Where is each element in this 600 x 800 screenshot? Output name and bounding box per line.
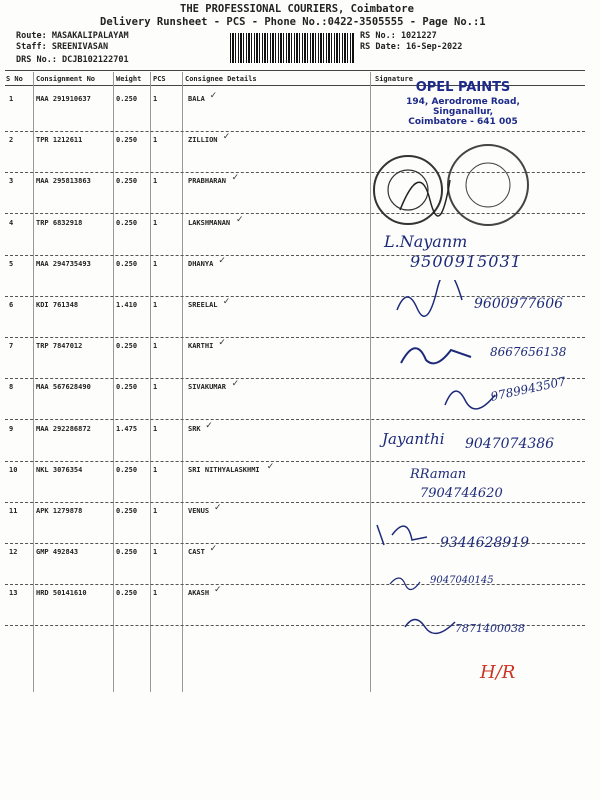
stamp-line2: 194, Aerodrome Road, — [406, 97, 520, 107]
hw-row9-phone: 9047074386 — [465, 436, 555, 452]
runsheet-title: THE PROFESSIONAL COURIERS, Coimbatore — [180, 3, 414, 15]
row-consignee: SRK — [188, 424, 201, 433]
row-consignee: SRI NITHYALASKHMI — [188, 465, 260, 474]
row-pcs: 1 — [153, 465, 158, 474]
row-pcs: 1 — [153, 301, 158, 309]
row-separator — [5, 584, 585, 585]
row-pcs: 1 — [153, 383, 158, 392]
jp-stamp-outer — [374, 156, 442, 224]
check-mark-icon: ✓ — [214, 503, 222, 513]
row-sno: 8 — [9, 383, 14, 392]
row-weight: 0.250 — [116, 95, 138, 103]
row-consignee: SREELAL — [188, 301, 218, 309]
row7-signature — [396, 335, 486, 375]
row-sno: 6 — [9, 301, 14, 309]
row-separator — [5, 419, 585, 420]
row-weight: 0.250 — [116, 218, 138, 227]
row-weight: 0.250 — [116, 259, 138, 268]
check-mark-icon: ✓ — [209, 91, 218, 101]
hw-row4-name: L.Nayanm — [384, 232, 468, 251]
col-signature: Signature — [375, 75, 413, 83]
stamp-line1: OPEL PAINTS — [415, 80, 511, 95]
row-consignment: MAA 294735493 — [36, 259, 91, 268]
row-consignee: VENUS — [188, 507, 210, 515]
round-stamps — [360, 140, 560, 240]
hw-row9-name2: RRaman — [410, 467, 467, 482]
row-sno: 9 — [9, 424, 14, 433]
row-sno: 12 — [9, 548, 18, 557]
row-consignment: TPR 1212611 — [36, 136, 83, 145]
hw-row4-phone: 9500915031 — [410, 252, 522, 271]
col-sep — [150, 72, 151, 692]
check-mark-icon: ✓ — [205, 420, 213, 431]
stamp-line3: Singanallur, — [432, 107, 494, 117]
hw-row5-phone: 9600977606 — [474, 296, 564, 312]
row11-signature — [372, 515, 432, 550]
row5-signature — [392, 280, 472, 320]
opel-stamp — [388, 80, 538, 127]
row-separator — [5, 131, 585, 132]
jp-stamp-inner — [388, 170, 428, 210]
row-pcs: 1 — [153, 424, 158, 433]
row-consignment: TRP 7847012 — [36, 342, 83, 351]
row-weight: 0.250 — [116, 507, 138, 515]
row-consignment: MAA 291910637 — [36, 95, 91, 103]
row-pcs: 1 — [153, 218, 158, 227]
row-sno: 13 — [9, 589, 18, 598]
row-consignee: LAKSHMANAN — [188, 218, 231, 227]
row-consignee: BALA — [188, 95, 205, 103]
row-consignee: CAST — [188, 548, 205, 557]
hw-row13-phone: 7871400038 — [455, 622, 525, 635]
check-mark-icon: ✓ — [231, 379, 240, 390]
row-pcs: 1 — [153, 548, 158, 557]
row-pcs: 1 — [153, 342, 158, 351]
row-consignee: DHANYA — [188, 259, 214, 268]
row-consignment: TRP 6832918 — [36, 218, 83, 227]
row-pcs: 1 — [153, 589, 158, 598]
row12-signature — [385, 572, 425, 592]
check-mark-icon: ✓ — [231, 173, 240, 184]
header-rule — [5, 70, 585, 71]
row-sno: 7 — [9, 342, 14, 351]
row-consignee: ZILLION — [188, 136, 218, 145]
row-weight: 0.250 — [116, 589, 138, 598]
row-sno: 3 — [9, 177, 14, 186]
stamp-line4: Coimbatore - 641 005 — [408, 117, 518, 127]
row-consignee: KARTHI — [188, 342, 214, 351]
row-weight: 1.410 — [116, 301, 138, 309]
rs-number: RS No.: 1021227 — [360, 31, 437, 41]
check-mark-icon: ✓ — [214, 585, 222, 596]
row-weight: 0.250 — [116, 342, 138, 351]
row-sno: 2 — [9, 136, 14, 145]
hw-row9-name: Jayanthi — [382, 430, 445, 448]
row-sno: 11 — [9, 507, 18, 515]
row-weight: 0.250 — [116, 177, 138, 186]
col-consignee: Consignee Details — [185, 75, 257, 83]
check-mark-icon: ✓ — [222, 132, 231, 143]
hw-row11-phone: 9344628919 — [440, 535, 530, 551]
col-sep — [33, 72, 34, 692]
row-consignment: MAA 567628490 — [36, 383, 91, 392]
row-pcs: 1 — [153, 177, 158, 186]
row-consignment: KDI 761348 — [36, 301, 79, 309]
row-weight: 0.250 — [116, 383, 138, 392]
row-sno: 10 — [9, 465, 18, 474]
row-weight: 1.475 — [116, 424, 138, 433]
zillion-stamp-inner — [466, 163, 510, 207]
row-separator — [5, 461, 585, 462]
row-sno: 4 — [9, 218, 14, 227]
check-mark-icon: ✓ — [218, 255, 226, 266]
col-consignment: Consignment No — [36, 75, 96, 83]
check-mark-icon: ✓ — [266, 461, 275, 472]
row-consignee: SIVAKUMAR — [188, 383, 226, 392]
col-weight: Weight — [116, 75, 142, 83]
check-mark-icon: ✓ — [222, 297, 231, 307]
hw-row9-phone2: 7904744620 — [420, 486, 503, 501]
staff: Staff: SREENIVASAN — [16, 42, 109, 52]
row-consignment: NKL 3076354 — [36, 465, 83, 474]
row-consignment: APK 1279878 — [36, 507, 83, 515]
col-sep — [182, 72, 183, 692]
hw-row7-phone: 8667656138 — [490, 345, 567, 359]
row-pcs: 1 — [153, 259, 158, 268]
row-pcs: 1 — [153, 507, 158, 515]
row-weight: 0.250 — [116, 465, 138, 474]
col-sep — [113, 72, 114, 692]
row-separator — [5, 337, 585, 338]
row-consignee: AKASH — [188, 589, 210, 598]
row-pcs: 1 — [153, 136, 158, 145]
hw-hr-note: H/R — [480, 662, 516, 683]
drs-number: DRS No.: DCJB102122701 — [16, 55, 129, 65]
row-sno: 1 — [9, 95, 14, 103]
col-pcs: PCS — [153, 75, 166, 83]
row-consignment: GMP 492843 — [36, 548, 79, 557]
row-consignment: MAA 292286872 — [36, 424, 91, 433]
row13-signature — [400, 612, 460, 637]
hw-row8-phone: 9789943507 — [489, 374, 567, 404]
zillion-stamp-outer — [448, 145, 528, 225]
row-pcs: 1 — [153, 95, 158, 103]
row-sno: 5 — [9, 259, 14, 268]
rs-date: RS Date: 16-Sep-2022 — [360, 42, 463, 52]
check-mark-icon: ✓ — [218, 338, 226, 349]
row-consignment: HRD 50141610 — [36, 589, 87, 598]
barcode — [230, 33, 354, 63]
route: Route: MASAKALIPALAYAM — [16, 31, 129, 41]
runsheet-subtitle: Delivery Runsheet - PCS - Phone No.:0422-3505555 - Page No.:1 — [100, 16, 486, 28]
row-consignee: PRABHARAN — [188, 177, 226, 186]
row-consignment: MAA 295813863 — [36, 177, 91, 186]
col-sno: S No — [6, 75, 23, 83]
row-separator — [5, 502, 585, 503]
hw-row12-phone: 9047040145 — [430, 575, 494, 586]
check-mark-icon: ✓ — [209, 544, 218, 555]
row-weight: 0.250 — [116, 136, 138, 145]
row-weight: 0.250 — [116, 548, 138, 557]
check-mark-icon: ✓ — [236, 214, 244, 225]
